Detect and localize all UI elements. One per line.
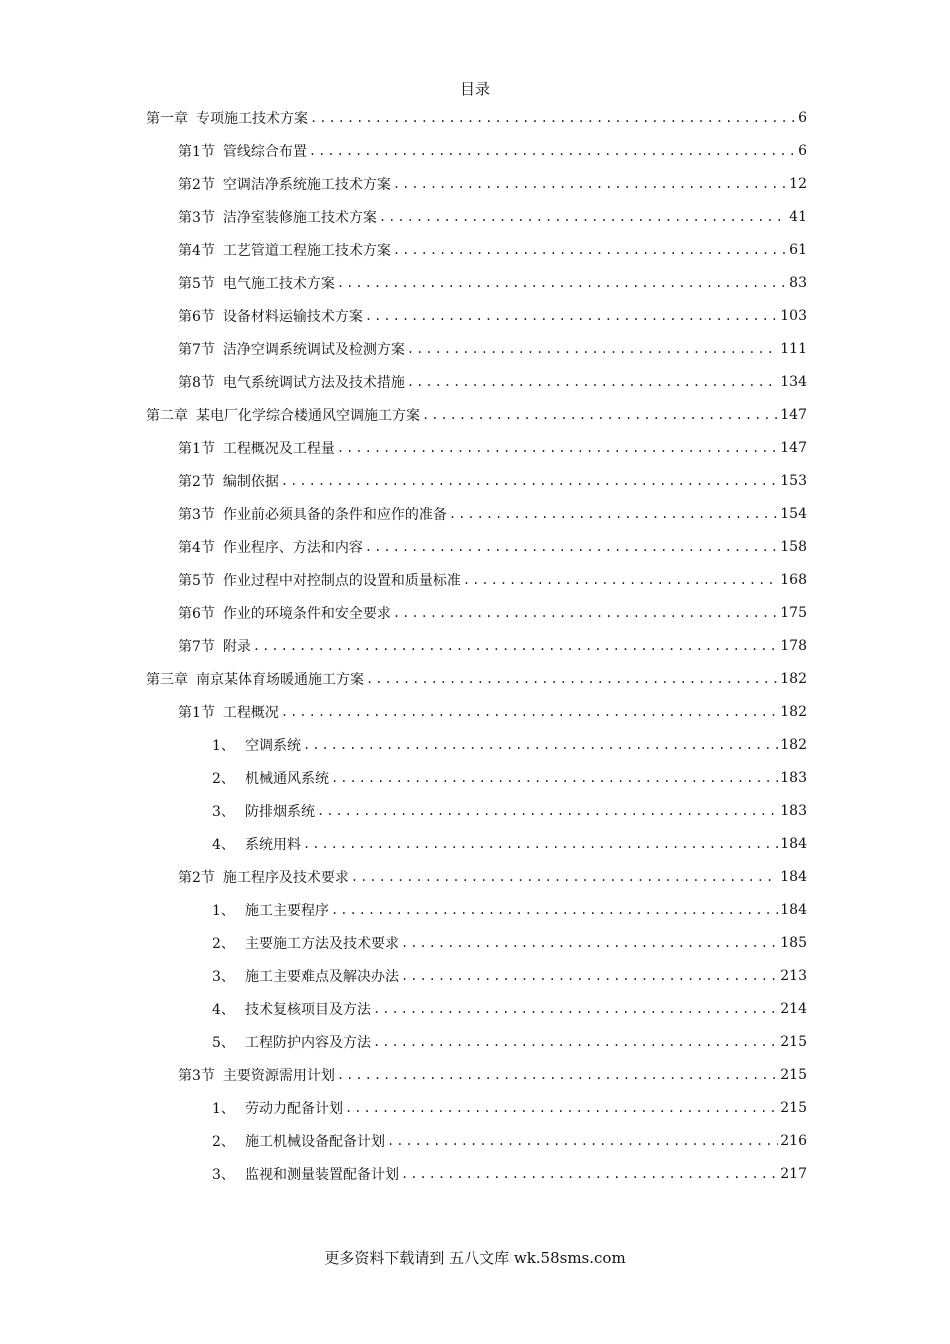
dot-leader (331, 903, 778, 917)
toc-entry-label: 施工机械设备配备计划 (245, 1133, 385, 1150)
toc-entry-page: 61 (789, 241, 807, 258)
toc-entry-label: 施工主要程序 (245, 902, 329, 919)
toc-entry-label: 工艺管道工程施工技术方案 (222, 242, 391, 259)
toc-entry-section[interactable] (178, 860, 807, 893)
toc-entry-prefix: 5、 (212, 1034, 235, 1051)
toc-entry-label: 电气系统调试方法及技术措施 (222, 374, 405, 391)
toc-entry-section[interactable] (178, 365, 807, 398)
toc-entry-prefix: 第2节 (178, 176, 215, 193)
toc-entry-section[interactable] (178, 233, 807, 266)
toc-entry-page: 103 (780, 307, 807, 324)
toc-entry-page: 182 (780, 703, 807, 720)
toc-entry-page: 6 (798, 142, 807, 159)
toc-entry-prefix: 1、 (212, 1100, 235, 1117)
toc-entry-item[interactable] (212, 893, 807, 926)
toc-entry-prefix: 第4节 (178, 539, 215, 556)
toc-entry-prefix: 2、 (212, 1133, 235, 1150)
toc-entry-item[interactable] (212, 1157, 807, 1190)
toc-entry-label: 劳动力配备计划 (245, 1100, 343, 1117)
dot-leader (407, 375, 778, 389)
toc-entry-item[interactable] (212, 959, 807, 992)
toc-entry-prefix: 3、 (212, 803, 235, 820)
toc-entry-label: 技术复核项目及方法 (245, 1001, 371, 1018)
dot-leader (303, 738, 778, 752)
toc-entry-page: 178 (780, 637, 807, 654)
dot-leader (379, 210, 787, 224)
dot-leader (281, 474, 778, 488)
toc-entry-label: 专项施工技术方案 (196, 110, 308, 127)
toc-entry-item[interactable] (212, 761, 807, 794)
dot-leader (309, 144, 796, 158)
toc-entry-page: 12 (789, 175, 807, 192)
toc-entry-prefix: 第二章 (146, 407, 188, 424)
toc-entry-prefix: 第6节 (178, 308, 215, 325)
toc-entry-prefix: 第7节 (178, 341, 215, 358)
toc-entry-prefix: 3、 (212, 1166, 235, 1183)
dot-leader (337, 276, 787, 290)
toc-entry-item[interactable] (212, 827, 807, 860)
toc-entry-page: 111 (780, 340, 807, 357)
toc-entry-page: 147 (780, 406, 807, 423)
dot-leader (337, 1068, 778, 1082)
toc-entry-prefix: 第1节 (178, 440, 215, 457)
toc-entry-label: 某电厂化学综合楼通风空调施工方案 (196, 407, 420, 424)
toc-entry-label: 施工程序及技术要求 (222, 869, 349, 886)
toc-entry-section[interactable] (178, 563, 807, 596)
toc-entry-prefix: 1、 (212, 902, 235, 919)
toc-entry-item[interactable] (212, 1025, 807, 1058)
toc-entry-page: 83 (789, 274, 807, 291)
toc-entry-page: 184 (780, 835, 807, 852)
toc-entry-label: 防排烟系统 (245, 803, 315, 820)
toc-entry-prefix: 第6节 (178, 605, 215, 622)
dot-leader (345, 1101, 778, 1115)
toc-entry-label: 管线综合布置 (222, 143, 307, 160)
dot-leader (310, 111, 796, 125)
toc-entry-page: 154 (780, 505, 807, 522)
toc-entry-item[interactable] (212, 794, 807, 827)
dot-leader (303, 837, 778, 851)
toc-entry-section[interactable] (178, 167, 807, 200)
dot-leader (331, 771, 778, 785)
toc-entry-page: 158 (780, 538, 807, 555)
dot-leader (407, 342, 778, 356)
dot-leader (373, 1002, 778, 1016)
toc-entry-label: 施工主要难点及解决办法 (245, 968, 399, 985)
toc-entry-prefix: 第1节 (178, 143, 215, 160)
toc-entry-page: 185 (780, 934, 807, 951)
toc-entry-page: 134 (780, 373, 807, 390)
toc-entry-prefix: 第2节 (178, 473, 215, 490)
toc-entry-section[interactable] (178, 629, 807, 662)
toc-entry-prefix: 1、 (212, 737, 235, 754)
toc-entry-page: 153 (780, 472, 807, 489)
footer-note: 更多资料下载请到 五八文库 wk.58sms.com (324, 1249, 626, 1267)
toc-entry-prefix: 3、 (212, 968, 235, 985)
dot-leader (422, 408, 778, 422)
toc-entry-label: 南京某体育场暖通施工方案 (196, 671, 364, 688)
toc-entry-label: 系统用料 (245, 836, 301, 853)
dot-leader (351, 870, 778, 884)
toc-entry-page: 216 (780, 1132, 807, 1149)
toc-entry-section[interactable] (178, 299, 807, 332)
toc-entry-prefix: 第三章 (146, 671, 188, 688)
toc-entry-page: 213 (780, 967, 807, 984)
toc-entry-page: 182 (780, 670, 807, 687)
toc-entry-prefix: 第1节 (178, 704, 215, 721)
toc-entry-prefix: 4、 (212, 836, 235, 853)
toc-entry-label: 作业前必须具备的条件和应作的准备 (222, 506, 447, 523)
toc-entry-label: 作业程序、方法和内容 (222, 539, 363, 556)
toc-entry-prefix: 2、 (212, 770, 235, 787)
toc-entry-prefix: 第3节 (178, 209, 215, 226)
dot-leader (463, 573, 778, 587)
toc-entry-chapter[interactable] (146, 398, 807, 431)
toc-entry-page: 41 (789, 208, 807, 225)
dot-leader (365, 540, 778, 554)
toc-entry-label: 作业过程中对控制点的设置和质量标准 (222, 572, 461, 589)
toc-entry-label: 设备材料运输技术方案 (222, 308, 363, 325)
dot-leader (393, 243, 787, 257)
toc-entry-section[interactable] (178, 200, 807, 233)
toc-entry-label: 工程防护内容及方法 (245, 1034, 371, 1051)
dot-leader (393, 177, 787, 191)
toc-entry-label: 作业的环境条件和安全要求 (222, 605, 391, 622)
toc-entry-prefix: 2、 (212, 935, 235, 952)
dot-leader (317, 804, 778, 818)
dot-leader (401, 969, 778, 983)
toc-entry-prefix: 第3节 (178, 506, 215, 523)
toc-entry-prefix: 第2节 (178, 869, 215, 886)
toc-entry-label: 工程概况及工程量 (222, 440, 335, 457)
toc-entry-page: 168 (780, 571, 807, 588)
dot-leader (393, 606, 778, 620)
toc-entry-prefix: 第7节 (178, 638, 215, 655)
toc-entry-prefix: 4、 (212, 1001, 235, 1018)
toc-entry-page: 215 (780, 1066, 807, 1083)
dot-leader (401, 1167, 778, 1181)
dot-leader (401, 936, 778, 950)
toc-entry-label: 主要施工方法及技术要求 (245, 935, 399, 952)
dot-leader (387, 1134, 778, 1148)
toc-entry-section[interactable] (178, 332, 807, 365)
toc-entry-section[interactable] (178, 464, 807, 497)
toc-entry-section[interactable] (178, 1058, 807, 1091)
toc-entry-prefix: 第3节 (178, 1067, 215, 1084)
toc-entry-label: 电气施工技术方案 (222, 275, 335, 292)
toc-entry-section[interactable] (178, 530, 807, 563)
toc-title: 目录 (459, 80, 490, 98)
dot-leader (373, 1035, 778, 1049)
toc-entry-label: 工程概况 (222, 704, 279, 721)
toc-entry-page: 184 (780, 901, 807, 918)
toc-entry-page: 182 (780, 736, 807, 753)
toc-entry-page: 6 (798, 109, 807, 126)
toc-entry-section[interactable] (178, 266, 807, 299)
toc-entry-item[interactable] (212, 728, 807, 761)
toc-entry-section[interactable] (178, 497, 807, 530)
toc-entry-label: 主要资源需用计划 (222, 1067, 335, 1084)
toc-entry-section[interactable] (178, 596, 807, 629)
toc-entry-label: 空调洁净系统施工技术方案 (222, 176, 391, 193)
toc-entry-page: 217 (780, 1165, 807, 1182)
dot-leader (366, 672, 778, 686)
dot-leader (281, 705, 778, 719)
toc-entry-chapter[interactable] (146, 101, 807, 134)
toc-entry-prefix: 第一章 (146, 110, 188, 127)
toc-entry-page: 214 (780, 1000, 807, 1017)
toc-entry-section[interactable] (178, 134, 807, 167)
toc-entry-item[interactable] (212, 992, 807, 1025)
toc-entry-page: 215 (780, 1033, 807, 1050)
toc-entry-label: 空调系统 (245, 737, 301, 754)
toc-entry-prefix: 第8节 (178, 374, 215, 391)
toc-entry-label: 编制依据 (222, 473, 279, 490)
toc-entry-section[interactable] (178, 431, 807, 464)
toc-entry-prefix: 第4节 (178, 242, 215, 259)
toc-entry-prefix: 第5节 (178, 275, 215, 292)
toc-entry-page: 147 (780, 439, 807, 456)
dot-leader (365, 309, 778, 323)
toc-entry-label: 洁净空调系统调试及检测方案 (222, 341, 405, 358)
toc-entry-item[interactable] (212, 926, 807, 959)
toc-entry-label: 洁净室装修施工技术方案 (222, 209, 377, 226)
toc-entry-chapter[interactable] (146, 662, 807, 695)
toc-entry-page: 175 (780, 604, 807, 621)
toc-entry-page: 184 (780, 868, 807, 885)
toc-entry-label: 附录 (222, 638, 251, 655)
toc-entry-prefix: 第5节 (178, 572, 215, 589)
toc-entry-section[interactable] (178, 695, 807, 728)
toc-entry-page: 183 (780, 802, 807, 819)
toc-entry-item[interactable] (212, 1091, 807, 1124)
toc-entry-page: 215 (780, 1099, 807, 1116)
toc-entry-label: 监视和测量装置配备计划 (245, 1166, 399, 1183)
dot-leader (337, 441, 778, 455)
toc-entry-label: 机械通风系统 (245, 770, 329, 787)
dot-leader (253, 639, 778, 653)
toc-entry-page: 183 (780, 769, 807, 786)
dot-leader (449, 507, 778, 521)
toc-entry-item[interactable] (212, 1124, 807, 1157)
